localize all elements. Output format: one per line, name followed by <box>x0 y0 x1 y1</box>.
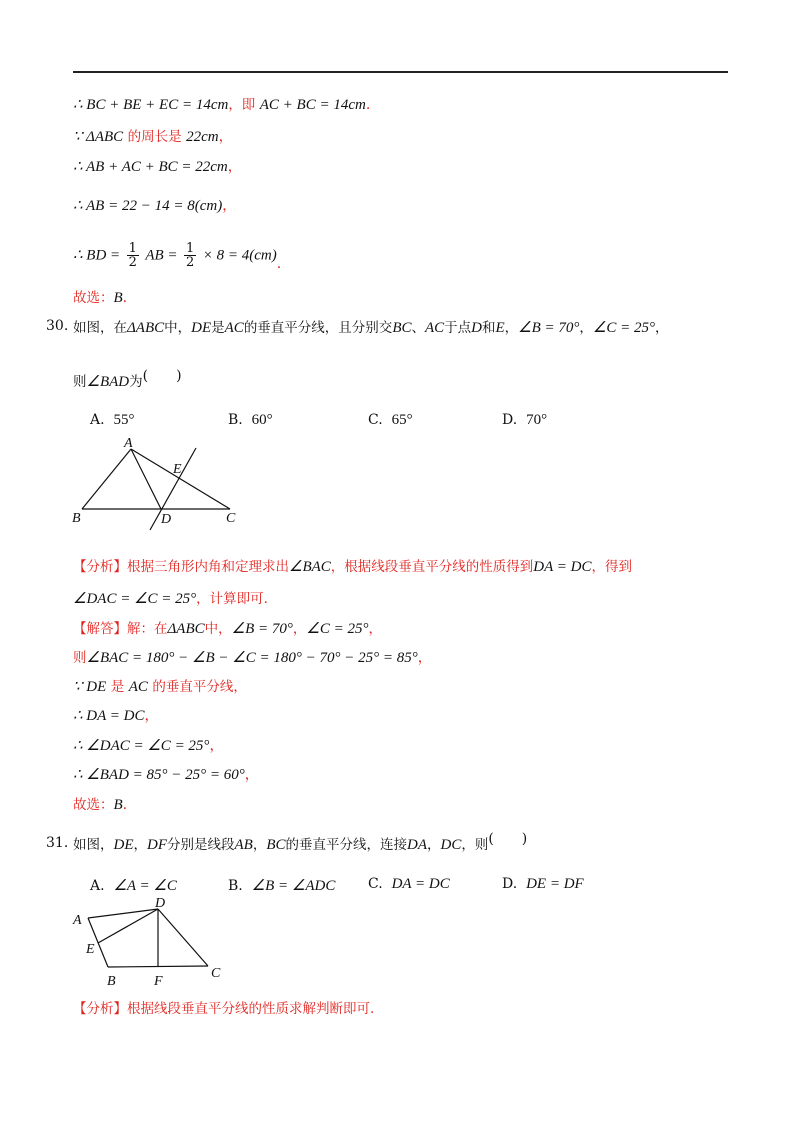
math: 22cm <box>186 129 219 145</box>
option-value: 60° <box>251 412 273 428</box>
option-value: 70° <box>526 412 548 428</box>
math: ∴ DA = DC <box>73 708 145 724</box>
math: ΔABC <box>167 621 205 637</box>
math: E <box>495 320 505 336</box>
text: 、 <box>411 320 425 336</box>
header-rule <box>73 71 728 73</box>
text: 解：在 <box>127 621 168 637</box>
text: 中， <box>204 621 232 637</box>
analysis-label: 【分析】 <box>73 1001 127 1017</box>
math: ∴ AB + AC + BC = 22cm <box>73 159 228 175</box>
text: ， <box>292 621 307 637</box>
text: 根据三角形内角和定理求出 <box>127 559 289 575</box>
question-number: 30. <box>46 318 69 334</box>
analysis-label: 【分析】 <box>73 559 127 575</box>
text: ，则 <box>461 837 489 853</box>
answer-value: B <box>113 797 123 813</box>
math: ∴ AB = 22 − 14 = 8(cm) <box>73 198 223 214</box>
option-value: DE = DF <box>526 876 584 892</box>
label-e: E <box>173 462 182 477</box>
text: 为 <box>129 374 143 390</box>
text: ， <box>218 129 233 145</box>
math: ∵ DE <box>73 679 107 695</box>
math: ∠BAD <box>86 374 130 390</box>
text: ， <box>227 159 242 175</box>
answer-value: B <box>113 290 123 306</box>
solution-label: 【解答】 <box>73 621 127 637</box>
label-a: A <box>73 913 82 928</box>
fraction-denominator: 2 <box>186 255 195 270</box>
question-30-line-1 <box>73 318 668 338</box>
segment-ab <box>82 449 131 509</box>
text: ， <box>144 708 159 724</box>
text: . <box>122 797 128 813</box>
segment-dc <box>158 909 208 966</box>
answer-label: 故选： <box>73 797 114 813</box>
math: AB = <box>145 247 178 264</box>
fraction-denominator: 2 <box>128 255 137 270</box>
text: . <box>122 290 128 306</box>
option-b[interactable] <box>228 876 335 895</box>
text: ， <box>222 198 237 214</box>
solution-line-2 <box>73 127 233 147</box>
segment-ad <box>88 909 158 918</box>
analysis-30-line-2 <box>73 589 268 609</box>
text: ， <box>654 320 669 336</box>
math: DA <box>407 837 427 853</box>
text: ， <box>504 320 519 336</box>
text: . <box>365 97 371 113</box>
option-b[interactable] <box>228 412 273 429</box>
option-value: ∠A = ∠C <box>113 878 177 894</box>
text: ， <box>427 837 441 853</box>
text: . <box>276 255 282 272</box>
text: ， <box>244 767 259 783</box>
text: 于点 <box>444 320 472 336</box>
analysis-30-line-1 <box>73 557 632 577</box>
math: BC <box>392 320 412 336</box>
option-c[interactable] <box>368 412 413 429</box>
solution-30-line-4 <box>73 706 158 726</box>
label-b: B <box>107 974 116 989</box>
math: DF <box>147 837 167 853</box>
segment-de <box>98 909 158 943</box>
text: 根据线段垂直平分线的性质求解判断即可. <box>127 1001 375 1017</box>
math: DE <box>191 320 212 336</box>
option-letter: B. <box>228 412 243 428</box>
solution-line-4 <box>73 196 236 216</box>
question-30-line-2 <box>73 368 182 392</box>
fraction-numerator: 1 <box>186 241 195 256</box>
math: AC <box>424 320 445 336</box>
triangle-figure <box>60 430 260 540</box>
label-c: C <box>226 511 236 526</box>
text: 的垂直平分线，连接 <box>285 837 407 853</box>
text: 的周长是 <box>127 129 182 145</box>
option-letter: B. <box>228 878 243 894</box>
math: ∴ ∠BAD = 85° − 25° = 60° <box>73 767 245 783</box>
text: ，得到 <box>591 559 632 575</box>
option-value: 55° <box>113 412 135 428</box>
text: 则 <box>73 650 87 666</box>
math: ∠DAC = ∠C = 25° <box>73 591 197 607</box>
solution-line-5 <box>73 241 282 272</box>
text: 和 <box>482 320 496 336</box>
math: ∴ BC + BE + EC = 14cm <box>73 97 229 113</box>
math: AC <box>224 320 244 336</box>
text: ，计算即可. <box>196 591 268 607</box>
math: ∠B = 70° <box>231 621 293 637</box>
math: DA = DC <box>533 559 592 575</box>
math: ∠C = 25° <box>306 621 369 637</box>
option-d[interactable] <box>502 412 547 429</box>
math: AB <box>234 837 253 853</box>
label-e: E <box>86 942 95 957</box>
math: AC + BC = 14cm <box>259 97 366 113</box>
answer-label: 故选： <box>73 290 114 306</box>
text: 的垂直平分线， <box>152 679 247 695</box>
math: ∠BAC <box>289 559 331 575</box>
question-31-line-1 <box>73 831 528 855</box>
option-d[interactable] <box>502 876 584 893</box>
math: ∵ ΔABC <box>73 129 124 145</box>
question-number: 31. <box>46 835 69 851</box>
math: ∠B = 70° <box>518 320 580 336</box>
text: ，即 <box>228 97 256 113</box>
option-a[interactable] <box>90 412 134 429</box>
label-d: D <box>161 512 172 527</box>
option-letter: C. <box>368 412 383 428</box>
option-value: DA = DC <box>391 876 450 892</box>
option-a[interactable] <box>90 876 177 895</box>
analysis-31-line <box>73 999 374 1019</box>
text: ， <box>133 837 147 853</box>
text: 是 <box>110 679 125 695</box>
solution-30-line-3 <box>73 677 247 697</box>
option-letter: C. <box>368 876 383 892</box>
text: ， <box>417 650 432 666</box>
solution-30-line-2 <box>73 648 432 668</box>
solution-30-line-5 <box>73 736 223 756</box>
answer-30-line <box>73 795 127 815</box>
option-value: ∠B = ∠ADC <box>251 878 336 894</box>
math: D <box>471 320 482 336</box>
fraction-numerator: 1 <box>128 241 137 256</box>
math: ∠C = 25° <box>592 320 655 336</box>
text: 则 <box>73 374 87 390</box>
answer-line <box>73 288 127 308</box>
math: × 8 = 4(cm) <box>202 247 277 264</box>
text: ， <box>368 621 382 637</box>
option-letter: D. <box>502 876 518 892</box>
label-d: D <box>155 896 166 911</box>
text: 如图， <box>73 837 114 853</box>
math: ∠BAC = 180° − ∠B − ∠C = 180° − 70° − 25° = 85° <box>86 650 418 666</box>
math: DC <box>440 837 462 853</box>
option-letter: A. <box>90 412 105 428</box>
option-c[interactable] <box>368 876 450 893</box>
math: DE <box>113 837 134 853</box>
text: ， <box>209 738 224 754</box>
perpendicular-bisector-de <box>150 448 196 530</box>
text: ， <box>252 837 267 853</box>
math: BC <box>266 837 286 853</box>
math: ΔABC <box>127 320 165 336</box>
text: ， <box>579 320 593 336</box>
label-a: A <box>124 436 133 451</box>
text: 中， <box>164 320 192 336</box>
text: 是 <box>211 320 225 336</box>
fraction <box>184 242 196 269</box>
text: 的垂直平分线，且分别交 <box>243 320 393 336</box>
option-letter: A. <box>90 878 105 894</box>
text: 分别是线段 <box>167 837 235 853</box>
solution-30-line-1 <box>73 619 382 639</box>
answer-blank: ( ) <box>488 831 528 847</box>
solution-line-1 <box>73 95 370 115</box>
fraction <box>127 242 139 269</box>
solution-30-line-6 <box>73 765 259 785</box>
option-value: 65° <box>391 412 413 428</box>
answer-blank: ( ) <box>142 368 182 384</box>
label-c: C <box>211 966 221 981</box>
math: AC <box>128 679 148 695</box>
quadrilateral-figure <box>65 895 240 995</box>
text: 如图，在 <box>73 320 127 336</box>
math: ∴ ∠DAC = ∠C = 25° <box>73 738 210 754</box>
text: ，根据线段垂直平分线的性质得到 <box>330 559 534 575</box>
solution-line-3 <box>73 157 242 177</box>
math: ∴ BD = <box>73 247 121 264</box>
label-b: B <box>72 511 81 526</box>
option-letter: D. <box>502 412 518 428</box>
label-f: F <box>154 974 163 989</box>
